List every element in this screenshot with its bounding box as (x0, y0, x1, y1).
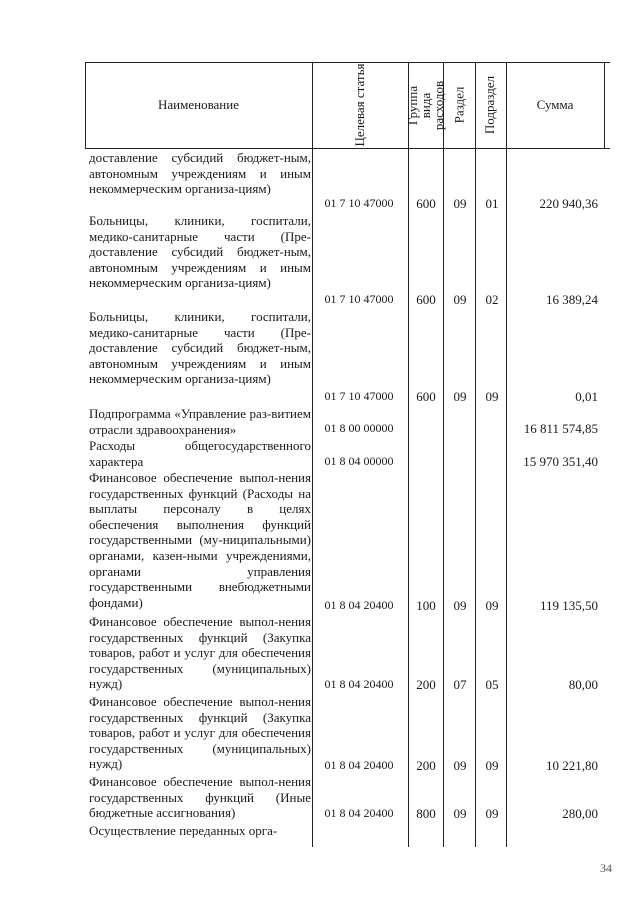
row-7-sum: 80,00 (568, 677, 598, 692)
row-7-code: 01 8 04 20400 (324, 677, 394, 691)
row-9-subsection: 09 (485, 806, 499, 821)
column-divider (408, 62, 409, 847)
row-4-code: 01 8 00 00000 (324, 421, 394, 435)
row-7-subsection: 05 (485, 677, 499, 692)
row-9-section: 09 (453, 806, 467, 821)
row-2-sum: 16 389,24 (546, 292, 598, 307)
header-subsection: Подраздел (482, 75, 498, 135)
column-divider (443, 62, 444, 847)
row-5-sum: 15 970 351,40 (523, 454, 598, 469)
row-2-group: 600 (416, 292, 436, 307)
row-4-name: Подпрограмма «Управление раз-витием отрасли здравоохранения» (89, 406, 311, 437)
row-6-subsection: 09 (485, 598, 499, 613)
row-5-code: 01 8 04 00000 (324, 454, 394, 468)
row-3-name: Больницы, клиники, госпитали, медико-санитарные части (Пре-доставление субсидий бюджет-ным, автономным учреждениям и иным некоммерческим организа-циям) (89, 309, 311, 387)
table-right-border (604, 62, 605, 148)
row-3-sum: 0,01 (575, 389, 598, 404)
row-1-sum: 220 940,36 (539, 196, 598, 211)
page-number: 34 (600, 861, 612, 875)
row-8-code: 01 8 04 20400 (324, 758, 394, 772)
header-group-cell (405, 62, 446, 148)
row-1-name: доставление субсидий бюджет-ным, автономным учреждениям и иным некоммерческим организа-циям) (89, 150, 311, 197)
row-9-name: Финансовое обеспечение выпол-нения государственных функций (Иные бюджетные ассигнования) (89, 774, 311, 821)
row-8-section: 09 (453, 758, 467, 773)
header-bottom-border (85, 148, 610, 149)
row-2-subsection: 02 (485, 292, 499, 307)
header-section: Раздел (451, 86, 466, 124)
row-7-section: 07 (453, 677, 467, 692)
row-6-group: 100 (416, 598, 436, 613)
column-divider (312, 62, 313, 847)
row-7-name: Финансовое обеспечение выпол-нения государственных функций (Закупка товаров, работ и услуг для обеспечения государственных (муниципальных) нужд) (89, 614, 311, 692)
row-2-name: Больницы, клиники, госпитали, медико-санитарные части (Пре-доставление субсидий бюджет-ным, автономным учреждениям и иным некоммерческим организа-циям) (89, 213, 311, 291)
row-4-sum: 16 811 574,85 (523, 421, 598, 436)
row-8-subsection: 09 (485, 758, 499, 773)
row-7-group: 200 (416, 677, 436, 692)
row-5-name: Расходы общегосударственного характера (89, 438, 311, 469)
header-sum: Сумма (536, 97, 574, 112)
header-target: Целевая статья (352, 63, 367, 147)
row-9-code: 01 8 04 20400 (324, 806, 394, 820)
row-9-group: 800 (416, 806, 436, 821)
row-3-code: 01 7 10 47000 (324, 389, 394, 403)
row-3-subsection: 09 (485, 389, 499, 404)
header-target-cell (312, 62, 408, 148)
row-6-name: Финансовое обеспечение выпол-нения государственных функций (Расходы на выплаты персоналу в целях обеспечения выполнения функций государственными (му-ниципальными) органами, казен-ными учреждениями, органами управления государственными внебюджетными фондами) (89, 470, 311, 610)
row-2-code: 01 7 10 47000 (324, 292, 394, 306)
row-8-name: Финансовое обеспечение выпол-нения государственных функций (Закупка товаров, работ и услуг для обеспечения государственных (муниципальных) нужд) (89, 694, 311, 772)
row-2-section: 09 (453, 292, 467, 307)
row-3-group: 600 (416, 389, 436, 404)
row-1-section: 09 (453, 196, 467, 211)
row-1-group: 600 (416, 196, 436, 211)
header-subsection-cell (475, 62, 506, 148)
row-1-code: 01 7 10 47000 (324, 196, 394, 210)
row-1-subsection: 01 (485, 196, 499, 211)
header-group: Группа вида расходов (405, 80, 446, 130)
row-6-section: 09 (453, 598, 467, 613)
row-8-group: 200 (416, 758, 436, 773)
row-8-sum: 10 221,80 (546, 758, 598, 773)
row-6-code: 01 8 04 20400 (324, 598, 394, 612)
header-name: Наименование (158, 97, 239, 112)
row-10-name: Осуществление переданных орга- (89, 823, 278, 838)
header-section-cell (443, 62, 475, 148)
row-9-sum: 280,00 (562, 806, 598, 821)
row-6-sum: 119 135,50 (539, 598, 598, 613)
row-3-section: 09 (453, 389, 467, 404)
column-divider (475, 62, 476, 847)
